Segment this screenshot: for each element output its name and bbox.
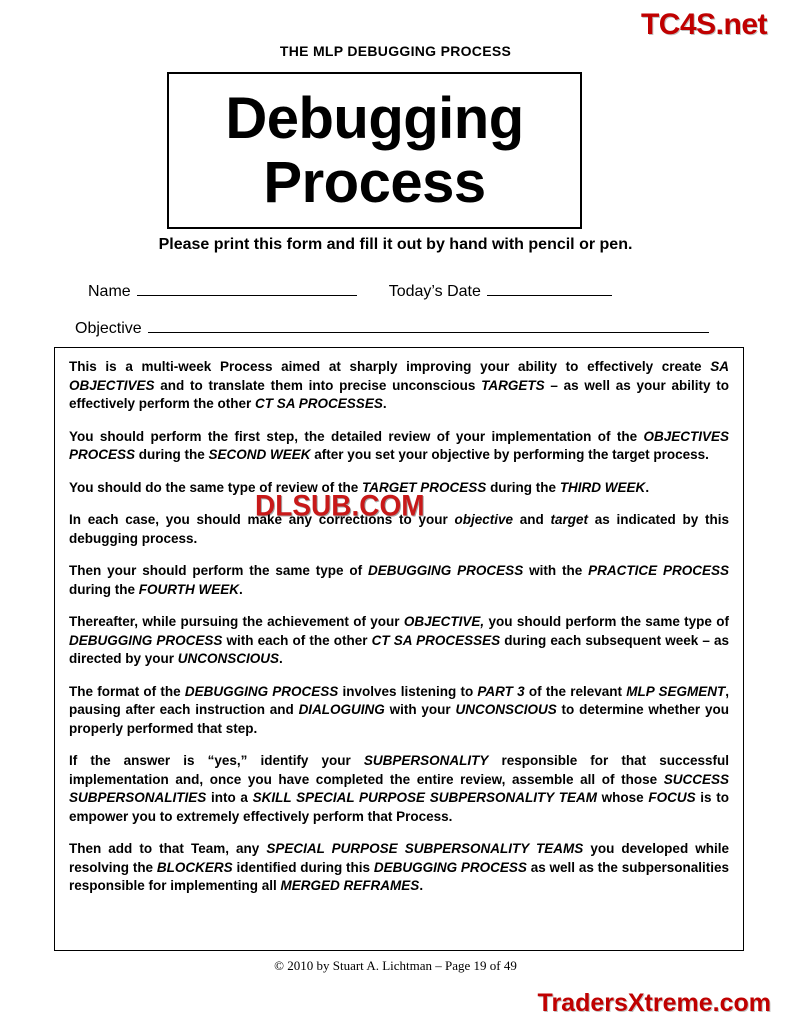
body-text: into a bbox=[206, 790, 253, 805]
body-text: you should perform the same type of bbox=[484, 614, 729, 629]
body-text: . bbox=[279, 651, 283, 666]
body-text: with the bbox=[523, 563, 589, 578]
emphasis-term: CT SA PROCESSES bbox=[255, 396, 383, 411]
page-footer: © 2010 by Stuart A. Lichtman – Page 19 of 49 bbox=[274, 958, 517, 973]
body-text: Thereafter, while pursuing the achievement of your bbox=[69, 614, 404, 629]
emphasis-term: SKILL SPECIAL PURPOSE SUBPERSONALITY TEAM bbox=[252, 790, 597, 805]
body-text: after you set your objective by performing the target process. bbox=[310, 447, 709, 462]
body-text: during the bbox=[486, 479, 560, 495]
body-text: is to empower you to extremely effectively perform that Process. bbox=[69, 790, 729, 824]
body-text: and bbox=[513, 512, 551, 527]
emphasis-term: OBJECTIVES PROCESS bbox=[69, 428, 729, 462]
emphasis-term: DEBUGGING PROCESS bbox=[368, 563, 524, 578]
emphasis-term: TARGETS bbox=[481, 377, 545, 393]
body-text: responsible for that successful implementation and, once you have completed the entire review, assemble all of those bbox=[69, 753, 729, 787]
body-text: In each case, you should make any corrections to your bbox=[69, 512, 455, 527]
body-text: identified during this bbox=[232, 859, 374, 875]
emphasis-term: CT SA PROCESSES bbox=[371, 632, 501, 648]
body-text: as well as the subpersonalities responsible for implementing all bbox=[69, 859, 729, 893]
emphasis-term: SUCCESS SUBPERSONALITIES bbox=[69, 771, 729, 805]
print-instruction: Please print this form and fill it out by hand with pencil or pen. bbox=[158, 236, 633, 253]
title-line-1: Debugging bbox=[225, 85, 524, 151]
body-text: You should do the same type of review of the bbox=[69, 479, 363, 495]
date-label: Today’s Date bbox=[388, 283, 481, 300]
emphasis-term: UNCONSCIOUS bbox=[177, 651, 280, 666]
body-text: If the answer is “yes,” identify your bbox=[69, 753, 364, 768]
instruction-paragraph bbox=[69, 428, 729, 465]
running-head: THE MLP DEBUGGING PROCESS bbox=[279, 43, 512, 59]
instruction-paragraph bbox=[69, 562, 729, 599]
body-text: , pausing after each instruction and bbox=[69, 683, 729, 717]
instruction-paragraph bbox=[69, 358, 729, 414]
body-text: during each subsequent week – as directed by your bbox=[69, 632, 729, 666]
emphasis-term: FOCUS bbox=[648, 790, 696, 805]
body-text: you developed while resolving the bbox=[69, 841, 729, 875]
emphasis-term: SECOND WEEK bbox=[208, 447, 311, 462]
title-line-2: Process bbox=[263, 149, 486, 215]
emphasis-term: MLP SEGMENT bbox=[626, 683, 726, 699]
body-text: as indicated by this debugging process. bbox=[69, 512, 729, 546]
emphasis-term: SPECIAL PURPOSE SUBPERSONALITY TEAMS bbox=[266, 841, 584, 856]
body-text: Then your should perform the same type of bbox=[69, 563, 369, 578]
instructions-body bbox=[54, 347, 744, 951]
name-date-row bbox=[88, 281, 688, 301]
emphasis-term: FOURTH WEEK bbox=[138, 581, 239, 597]
objective-row bbox=[75, 318, 715, 338]
emphasis-term: UNCONSCIOUS bbox=[455, 702, 557, 717]
body-text: during the bbox=[69, 581, 139, 597]
emphasis-term: DEBUGGING PROCESS bbox=[69, 632, 223, 648]
body-text: of the relevant bbox=[524, 683, 627, 699]
body-text: . bbox=[645, 479, 650, 495]
emphasis-term: DEBUGGING PROCESS bbox=[184, 683, 339, 699]
title-box bbox=[167, 72, 582, 229]
emphasis-term: MERGED REFRAMES bbox=[280, 878, 420, 893]
body-text: Then add to that Team, any bbox=[69, 841, 267, 856]
instruction-paragraph bbox=[69, 683, 729, 739]
body-text: involves listening to bbox=[338, 683, 478, 699]
name-label: Name bbox=[88, 283, 131, 300]
emphasis-term: objective bbox=[454, 512, 513, 527]
watermark-dlsub: DLSUB.COM bbox=[255, 489, 425, 522]
body-text: during the bbox=[135, 447, 209, 462]
emphasis-term: SUBPERSONALITY bbox=[363, 753, 489, 768]
objective-input[interactable] bbox=[148, 318, 709, 333]
body-text: whose bbox=[596, 790, 649, 805]
emphasis-term: SA OBJECTIVES bbox=[69, 359, 729, 393]
emphasis-term: PART 3 bbox=[477, 683, 525, 699]
body-text: with each of the other bbox=[222, 632, 372, 648]
body-text: . bbox=[419, 878, 424, 893]
body-text: to determine whether you properly performed that step. bbox=[69, 702, 729, 736]
emphasis-term: THIRD WEEK bbox=[559, 479, 646, 495]
emphasis-term: DIALOGUING bbox=[298, 702, 385, 717]
instruction-paragraph bbox=[69, 752, 729, 826]
emphasis-term: TARGET PROCESS bbox=[362, 479, 487, 495]
objective-label: Objective bbox=[75, 320, 142, 337]
emphasis-term: PRACTICE PROCESS bbox=[588, 563, 729, 578]
body-text: – as well as your ability to effectively perform the other bbox=[69, 377, 729, 411]
body-text: The format of the bbox=[69, 683, 185, 699]
instruction-paragraph bbox=[69, 613, 729, 669]
body-text: This is a multi-week Process aimed at sharply improving your ability to effectively create bbox=[69, 359, 711, 374]
body-text: You should perform the first step, the detailed review of your implementation of the bbox=[69, 428, 644, 444]
body-text: . bbox=[382, 396, 387, 411]
emphasis-term: OBJECTIVE, bbox=[403, 614, 485, 629]
watermark-tc4s: TC4S.net bbox=[640, 8, 767, 41]
watermark-tradersxtreme: TradersXtreme.com bbox=[537, 989, 771, 1017]
date-input[interactable] bbox=[487, 281, 612, 296]
body-text: with your bbox=[384, 702, 456, 717]
emphasis-term: target bbox=[550, 512, 588, 527]
body-text: . bbox=[239, 581, 243, 597]
name-input[interactable] bbox=[137, 281, 357, 296]
instruction-paragraph bbox=[69, 840, 729, 896]
body-text: and to translate them into precise unconscious bbox=[154, 377, 482, 393]
emphasis-term: BLOCKERS bbox=[156, 859, 233, 875]
emphasis-term: DEBUGGING PROCESS bbox=[373, 859, 527, 875]
